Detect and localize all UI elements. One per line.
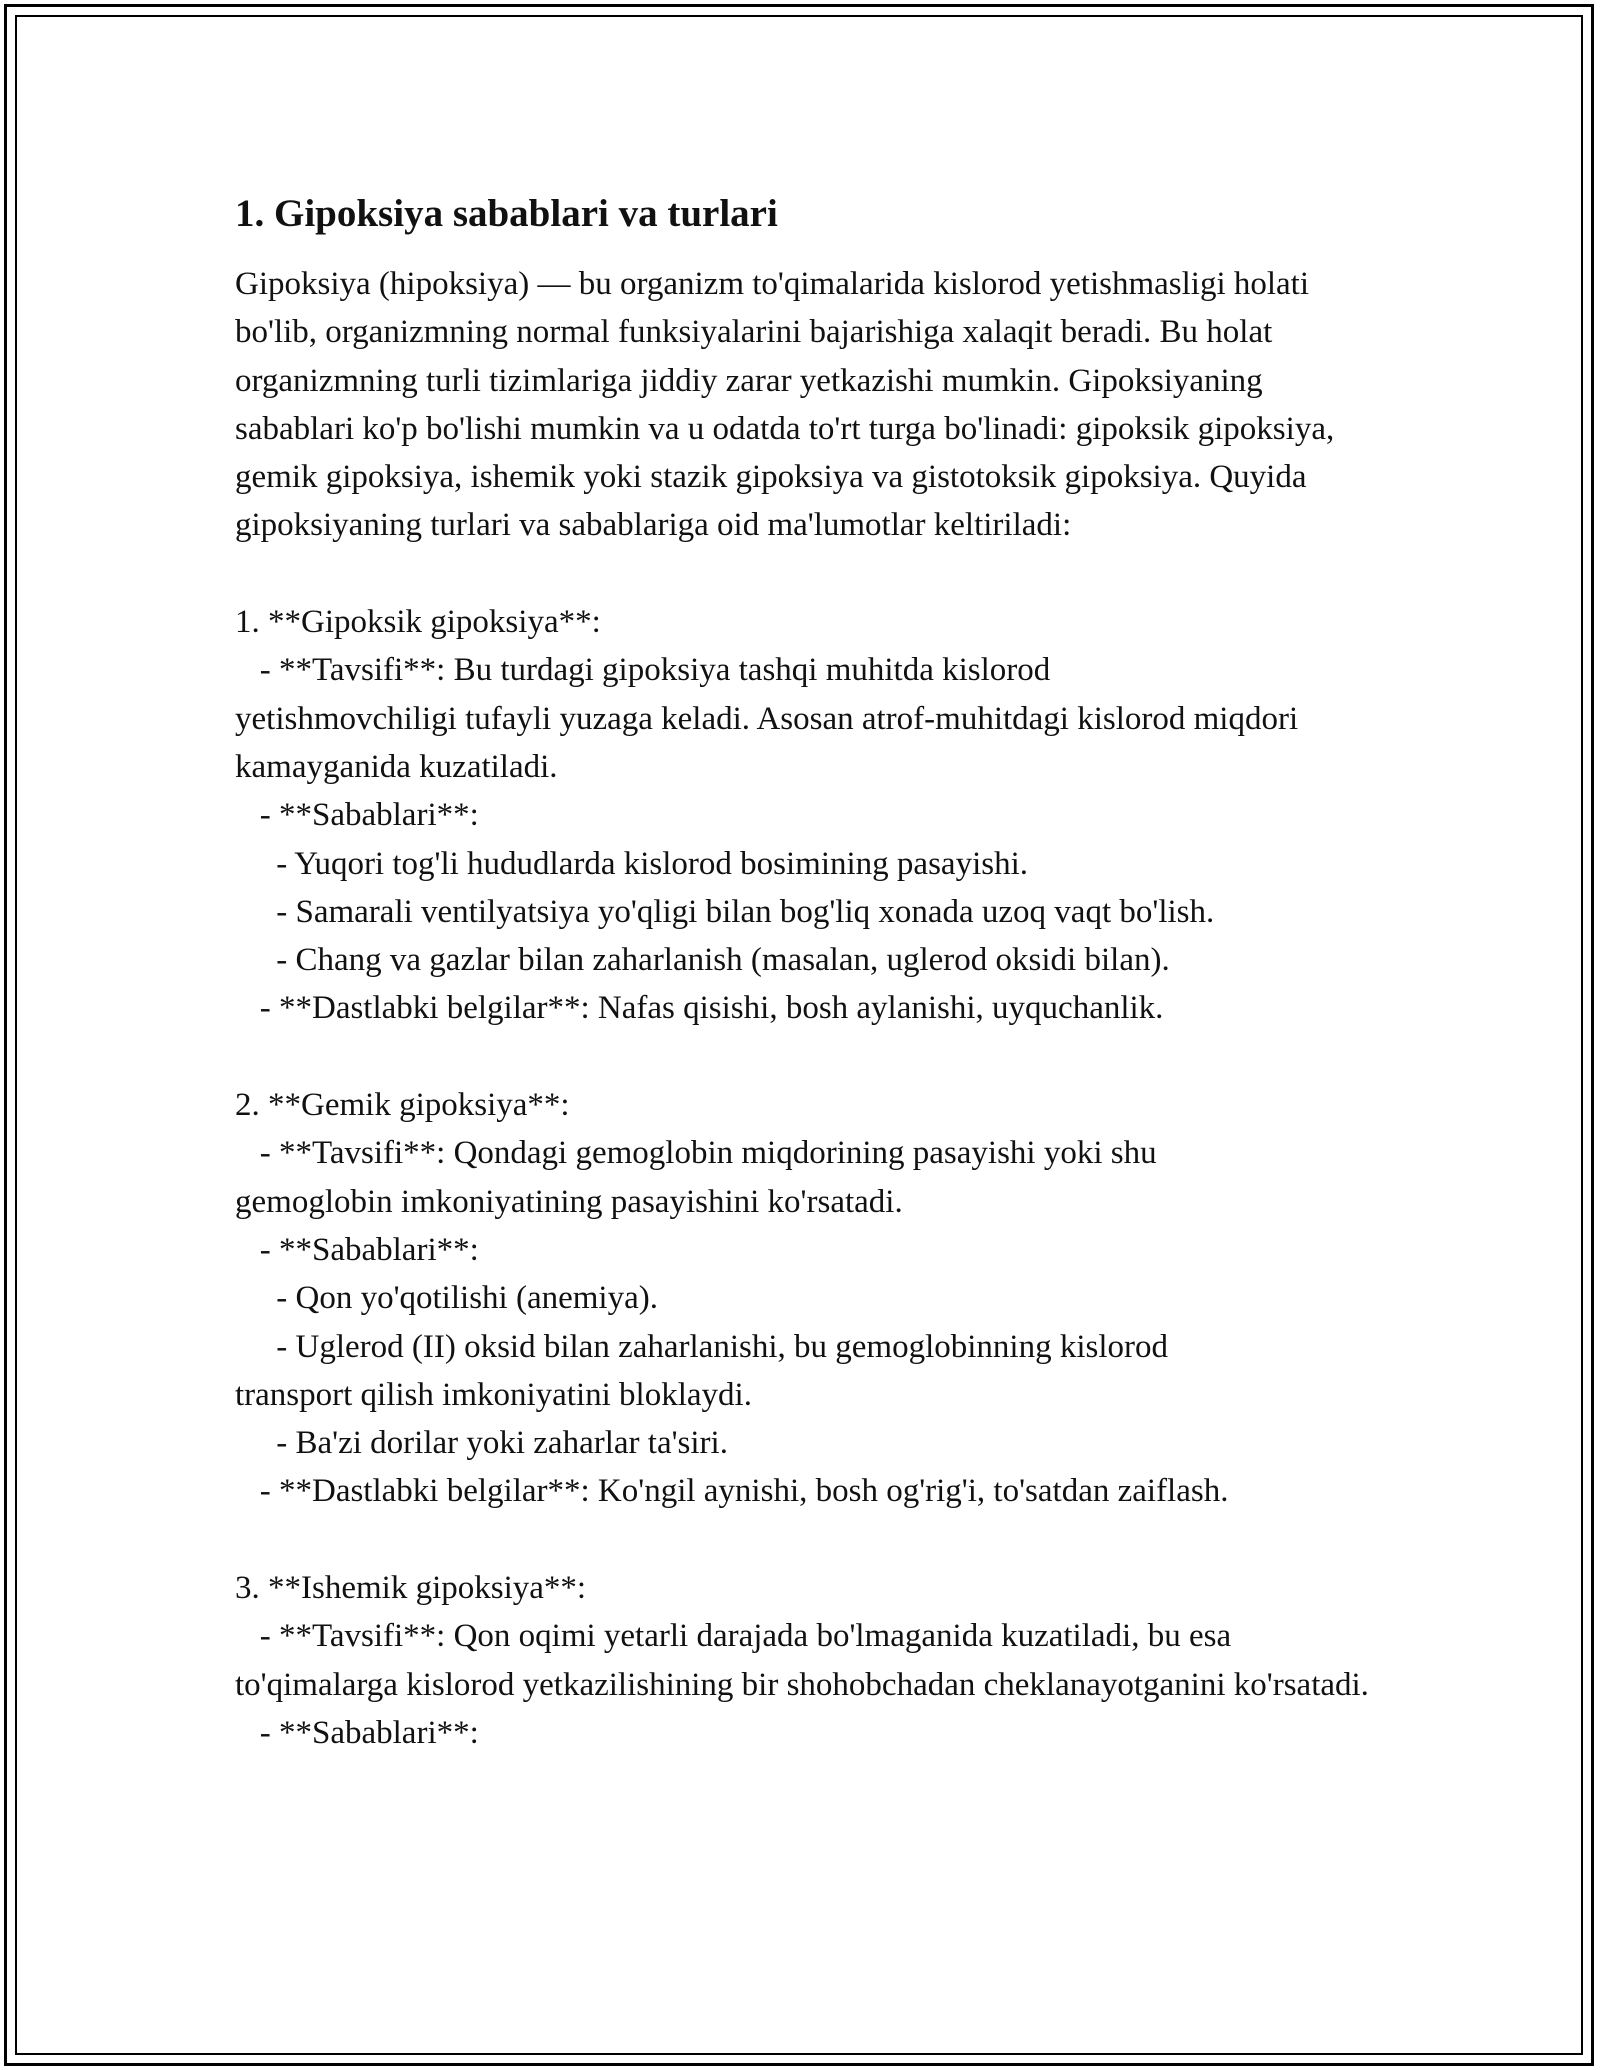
section-signs: - **Dastlabki belgilar**: Ko'ngil aynishi, bosh og'rig'i, to'satdan zaiflash. bbox=[235, 1473, 1229, 1510]
cause-item: - Ba'zi dorilar yoki zaharlar ta'siri. bbox=[235, 1425, 728, 1462]
section-gipoksik bbox=[235, 598, 1375, 1033]
cause-item-rest: transport qilish imkoniyatini bloklaydi. bbox=[235, 1376, 752, 1413]
spacer bbox=[235, 1516, 1375, 1564]
section-description-first-line: - **Tavsifi**: Bu turdagi gipoksiya tashqi muhitda kislorod bbox=[235, 652, 1051, 689]
section-description-rest: yetishmovchiligi tufayli yuzaga keladi. Asosan atrof-muhitdagi kislorod miqdori kamayganida kuzatiladi. bbox=[235, 700, 1307, 785]
section-gemik bbox=[235, 1081, 1375, 1516]
spacer bbox=[235, 1033, 1375, 1081]
section-signs: - **Dastlabki belgilar**: Nafas qisishi, bosh aylanishi, uyquchanlik. bbox=[235, 990, 1164, 1027]
section-description-first-line: - **Tavsifi**: Qon oqimi yetarli darajada bo'lmaganida kuzatiladi, bu esa bbox=[235, 1618, 1232, 1655]
section-causes-label: - **Sabablari**: bbox=[235, 797, 479, 834]
section-description-rest: to'qimalarga kislorod yetkazilishining bir shohobchadan cheklanayotganini ko'rsatadi. bbox=[235, 1666, 1369, 1703]
section-ishemik bbox=[235, 1564, 1375, 1757]
cause-item: - Chang va gazlar bilan zaharlanish (masalan, uglerod oksidi bilan). bbox=[235, 942, 1170, 979]
cause-item-first-line: - Uglerod (II) oksid bilan zaharlanishi, bu gemoglobinning kislorod bbox=[235, 1328, 1168, 1365]
section-title: 1. **Gipoksik gipoksiya**: bbox=[235, 604, 601, 641]
cause-item: - Samarali ventilyatsiya yo'qligi bilan bog'liq xonada uzoq vaqt bo'lish. bbox=[235, 893, 1215, 930]
section-causes-label: - **Sabablari**: bbox=[235, 1231, 479, 1268]
spacer bbox=[235, 550, 1375, 598]
cause-item: - Qon yo'qotilishi (anemiya). bbox=[235, 1280, 658, 1317]
section-title: 3. **Ishemik gipoksiya**: bbox=[235, 1570, 587, 1607]
section-description-first-line: - **Tavsifi**: Qondagi gemoglobin miqdorining pasayishi yoki shu bbox=[235, 1135, 1157, 1172]
section-title: 2. **Gemik gipoksiya**: bbox=[235, 1087, 570, 1124]
section-description-rest: gemoglobin imkoniyatining pasayishini ko'rsatadi. bbox=[235, 1183, 903, 1220]
section-causes-label: - **Sabablari**: bbox=[235, 1714, 479, 1751]
intro-paragraph: Gipoksiya (hipoksiya) — bu organizm to'qimalarida kislorod yetishmasligi holati bo'lib, organizmning normal funksiyalarini bajarishiga xalaqit beradi. Bu holat organizmning turli tizimlariga jiddiy zarar yetkazishi mumkin. Gipoksiyaning sabablari ko'p bo'lishi mumkin va u odatda to'rt turga bo'linadi: gipoksik gipoksiya, gemik gipoksiya, ishemik yoki stazik gipoksiya va gistotoksik gipoksiya. Quyida gipoksiyaning turlari va sabablariga oid ma'lumotlar keltiriladi: bbox=[235, 266, 1335, 544]
document-body bbox=[235, 188, 1375, 1757]
cause-item: - Yuqori tog'li hududlarda kislorod bosimining pasayishi. bbox=[235, 845, 1028, 882]
document-heading: 1. Gipoksiya sabablari va turlari bbox=[235, 192, 778, 235]
